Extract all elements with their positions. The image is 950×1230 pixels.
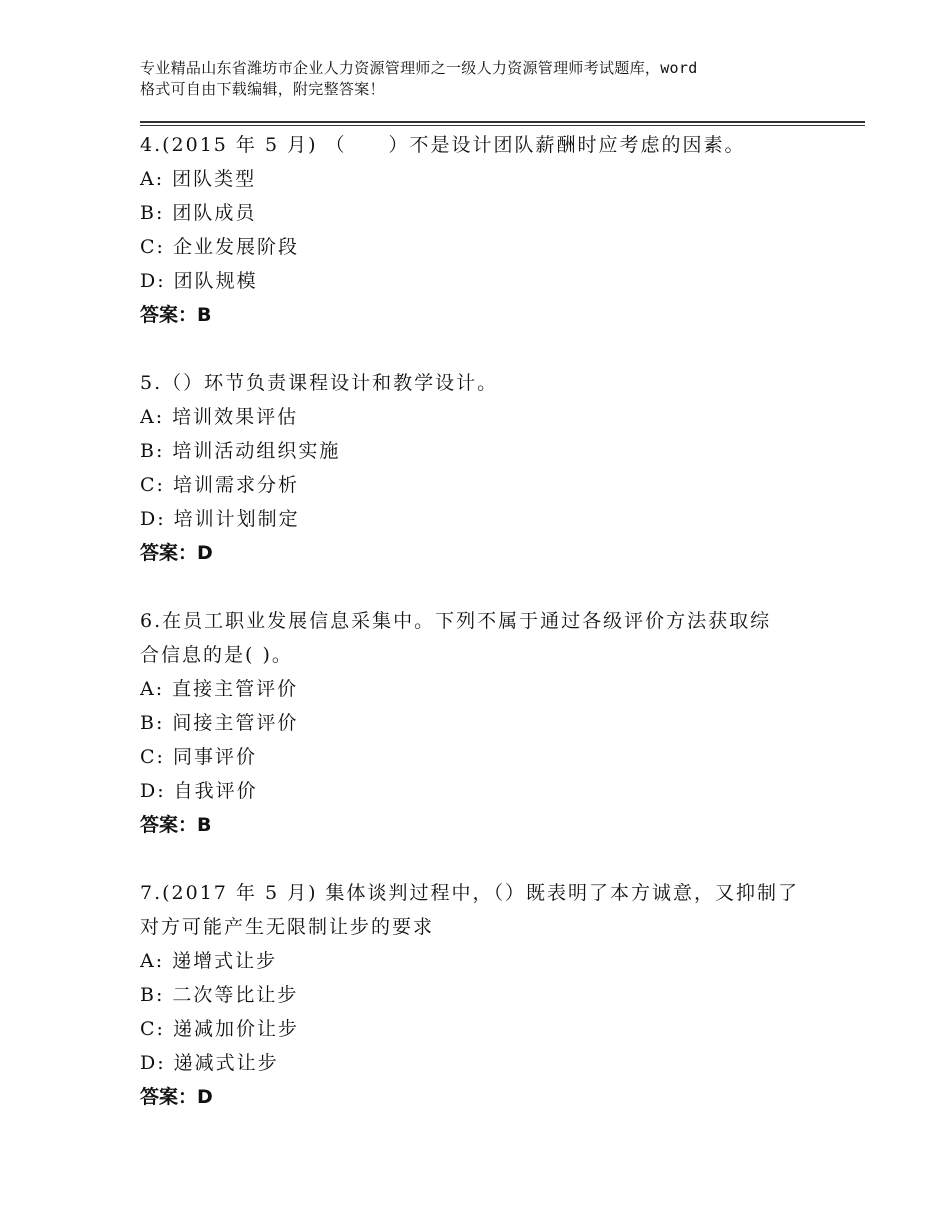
question-5	[140, 366, 840, 570]
option-b: B: 团队成员	[140, 202, 257, 224]
header-divider-thin	[140, 125, 865, 126]
option-a: A: 递增式让步	[140, 950, 278, 972]
option-a: A: 培训效果评估	[140, 406, 299, 428]
header-line-1: 专业精品山东省潍坊市企业人力资源管理师之一级人力资源管理师考试题库，word	[140, 59, 698, 77]
question-list	[140, 128, 840, 1148]
header-line-2: 格式可自由下载编辑，附完整答案！	[140, 80, 385, 98]
answer: 答案：D	[140, 542, 213, 564]
question-6	[140, 604, 840, 842]
question-stem-line-1: 6.在员工职业发展信息采集中。下列不属于通过各级评价方法获取综	[140, 610, 772, 632]
option-b: B: 间接主管评价	[140, 712, 299, 734]
option-c: C: 递减加价让步	[140, 1018, 299, 1040]
answer: 答案：B	[140, 814, 212, 836]
question-stem: 5.（）环节负责课程设计和教学设计。	[140, 372, 499, 394]
option-d: D: 团队规模	[140, 270, 258, 292]
option-d: D: 培训计划制定	[140, 508, 300, 530]
option-d: D: 自我评价	[140, 780, 258, 802]
answer: 答案：B	[140, 304, 212, 326]
option-c: C: 同事评价	[140, 746, 257, 768]
answer: 答案：D	[140, 1086, 213, 1108]
option-a: A: 直接主管评价	[140, 678, 299, 700]
document-header	[140, 58, 830, 100]
option-c: C: 培训需求分析	[140, 474, 299, 496]
question-4	[140, 128, 840, 332]
option-b: B: 培训活动组织实施	[140, 440, 341, 462]
option-a: A: 团队类型	[140, 168, 257, 190]
question-stem-line-2: 对方可能产生无限制让步的要求	[140, 916, 435, 938]
question-7	[140, 876, 840, 1114]
question-stem: 4.(2015 年 5 月) （ ）不是设计团队薪酬时应考虑的因素。	[140, 134, 746, 156]
option-b: B: 二次等比让步	[140, 984, 299, 1006]
question-stem-line-1: 7.(2017 年 5 月) 集体谈判过程中，（）既表明了本方诚意，又抑制了	[140, 882, 800, 904]
option-c: C: 企业发展阶段	[140, 236, 299, 258]
question-stem-line-2: 合信息的是( )。	[140, 644, 293, 666]
option-d: D: 递减式让步	[140, 1052, 279, 1074]
header-divider	[140, 121, 865, 123]
